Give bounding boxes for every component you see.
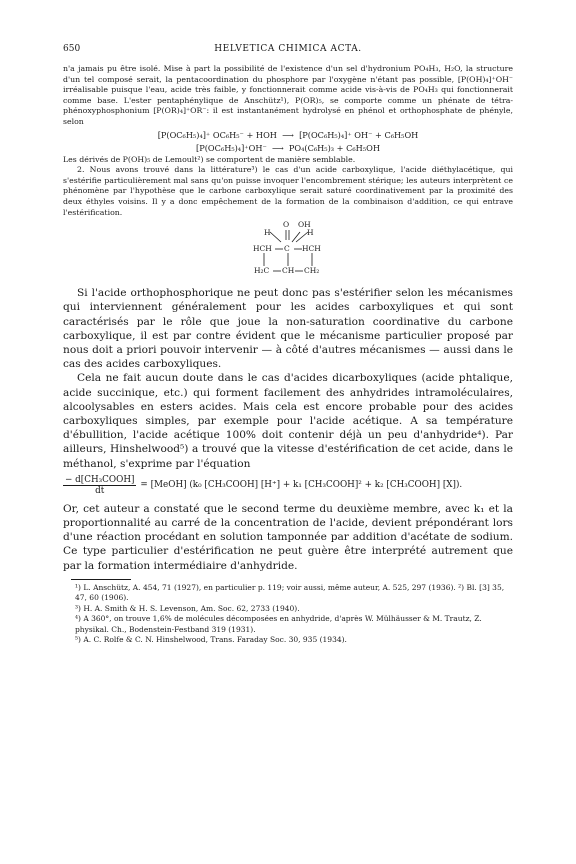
footnote-rule (71, 579, 131, 580)
rate-numerator: − d[CH₃COOH] (65, 474, 135, 485)
main-paragraph-1: Si l'acide orthophosphorique ne peut donc pas s'estérifier selon les mécanismes qui interviennent généralement pour les acides carboxyliques et qui sont caractérisés par le rôle que joue la non-saturation coordinative du carbone carboxylique, il est par contre évident que le mécanisme particulier proposé par nous doit a priori pouvoir intervenir — à côté d'autres mécanismes — aussi dans le cas des acides carboxyliques. (63, 287, 513, 371)
atom-hch-left: HCH (253, 244, 272, 254)
atom-h-left: H (264, 228, 271, 238)
lemoult-sentence: Les dérivés de P(OH)₅ de Lemoult²) se comportent de manière semblable. (63, 154, 356, 164)
atom-ch2: CH₂ (304, 266, 320, 276)
page-number: 650 (63, 44, 81, 54)
atom-h-right: H (307, 228, 314, 238)
rate-equation (63, 475, 513, 496)
atom-o: O (283, 220, 290, 230)
rate-denominator: dt (95, 485, 105, 496)
equation-1: [P(OC₆H₅)₄]⁺ OC₆H₅⁻ + HOH ⟶ [P(OC₆H₅)₄]⁺ OH⁻ + C₆H₅OH (157, 129, 419, 140)
atom-hch-right: HCH (302, 244, 321, 254)
atom-c-center: C (284, 244, 290, 254)
atom-oh: OH (298, 220, 311, 230)
intro-paragraph: n'a jamais pu être isolé. Mise à part la possibilité de l'existence d'un sel d'hydronium PO₄H₃, H₂O, la structure d'un tel composé serait, la pentacoordination du phosphore par l'oxygène n'étant pas possible, [P(OH)₄]⁺OH⁻ irréalisable puisque l'eau, acide très faible, y fonctionnerait comme acide vis-à-vis de PO₄H₃ qui fonctionnerait comme base. L'ester pentaphénylique de Anschütz¹), P(OR)₅, se comporte comme un phénate de tétra-phénoxyphosphonium [P(OR)₄]⁺OR⁻: il est instantanément hydrolysé en phénol et orthophosphate de phényle, selon (63, 64, 513, 126)
equation-2: [P(OC₆H₅)₄]⁺OH⁻ ⟶ PO₄(C₆H₅)₃ + C₆H₅OH (196, 142, 380, 153)
atom-ch-center: CH (282, 266, 295, 276)
footnote-3: ³) H. A. Smith & H. S. Levenson, Am. Soc. 62, 2733 (1940). (75, 603, 300, 613)
diethylacetic-acid-structure (248, 220, 328, 282)
main-paragraph-3: Or, cet auteur a constaté que le second terme du deuxième membre, avec k₁ et la proportionnalité au carré de la concentration de l'acide, devient prépondérant lors d'une réaction procédant en solution tamponnée par addition d'acétate de sodium. Ce type particulier d'estérification ne peut guère être interprété autrement que par la formation intermédiaire d'anhydride. (63, 502, 513, 572)
footnote-5: ⁵) A. C. Rolfe & C. N. Hinshelwood, Trans. Faraday Soc. 30, 935 (1934). (75, 635, 347, 645)
bond-h-left (270, 232, 281, 242)
rate-rhs: = [MeOH] (k₀ [CH₃COOH] [H⁺] + k₁ [CH₃COOH]² + k₂ [CH₃COOH] [X]). (140, 480, 463, 491)
page (63, 44, 513, 646)
main-paragraph-2: Cela ne fait aucun doute dans le cas d'acides dicarboxyliques (acide phtalique, acide succinique, etc.) qui forment facilement des anhydrides intramoléculaires, alcoolysables en esters acides. Mais cela est encore probable pour des acides carboxyliques simples, par exemple pour l'acide acétique. A sa température d'ébullition, l'acide acétique 100% doit contenir déjà un peu d'anhydride⁴). Par ailleurs, Hinshelwood⁵) a trouvé que la vitesse d'estérification de cet acide, dans le méthanol, s'exprime par l'équation (63, 372, 513, 470)
point-two-paragraph: 2. Nous avons trouvé dans la littérature³) le cas d'un acide carboxylique, l'acide diéthylacétique, qui s'estérifie particulièrement mal sans qu'on puisse invoquer l'encombrement stérique; les auteurs interprètent ce phénomène par l'hypothèse que le carbone carboxylique serait saturé coordinativement par la proximité des deux éthyles voisins. Il y a donc empêchement de la formation de la combinaison d'addition, ce qui entrave l'estérification. (63, 165, 513, 217)
bond-c-oh (292, 232, 300, 242)
rate-fraction (63, 475, 136, 496)
page-header (63, 44, 513, 58)
footnote-1-2: ¹) L. Anschütz, A. 454, 71 (1927), en particulier p. 119; voir aussi, même auteur, A. 525, 297 (1936). ²) Bl. [3] 35, 47, 60 (1906). (75, 582, 505, 603)
atom-h2c: H₂C (254, 266, 270, 276)
footnote-4: ⁴) A 360°, on trouve 1,6% de molécules décomposées en anhydride, d'après W. Mülhäusser & M. Trautz, Z. physikal. Ch., Bodenstein-Festband 319 (1931). (75, 614, 482, 634)
journal-title: HELVETICA CHIMICA ACTA. (214, 44, 362, 54)
